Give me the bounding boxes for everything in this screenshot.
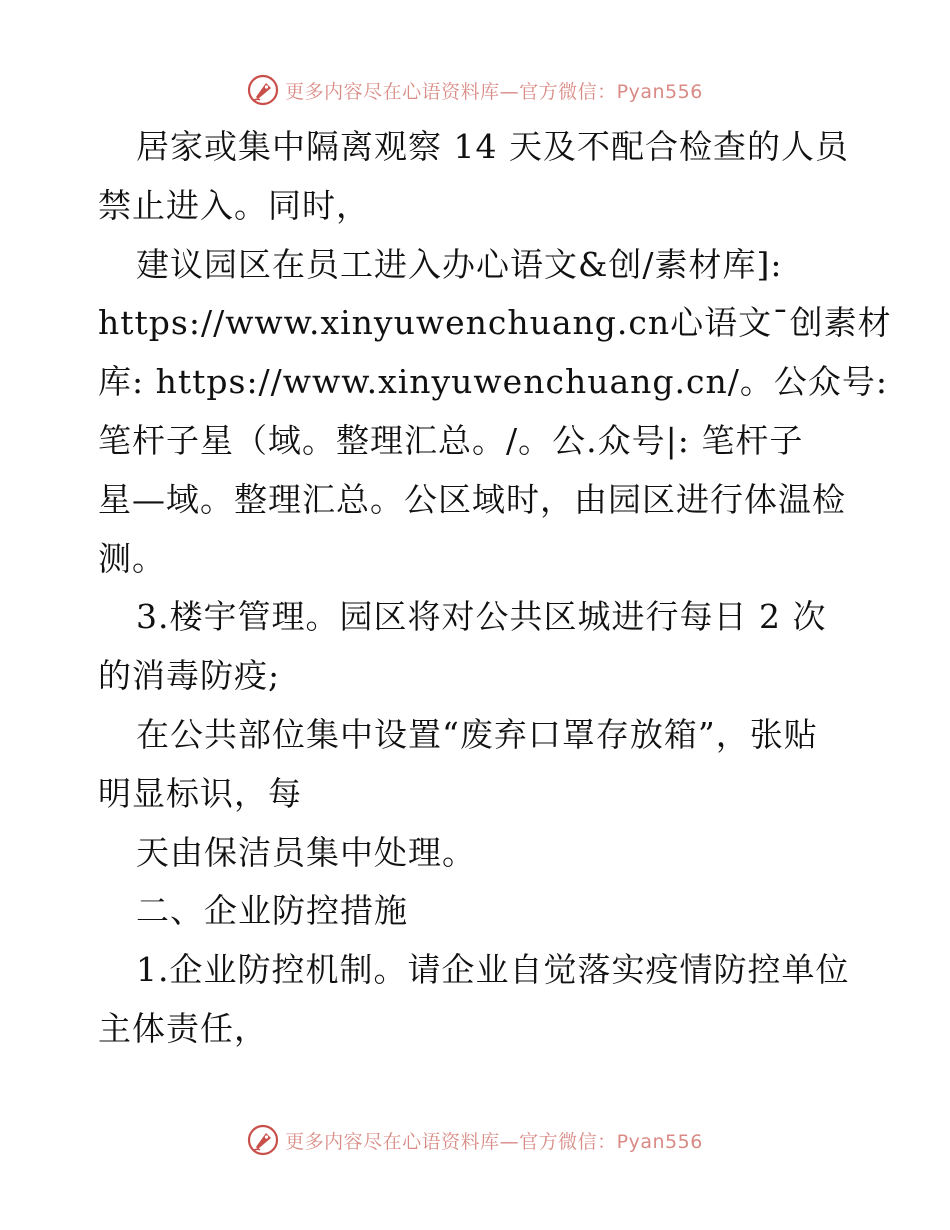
pen-nib-logo-icon — [247, 1124, 279, 1156]
body-line: 天由保洁员集中处理。 — [136, 832, 476, 872]
body-line: https://www.xinyuwenchuang.cn心语文¯创素材 — [98, 303, 892, 343]
body-line: 测。 — [98, 538, 166, 578]
body-line: 禁止进入。同时， — [98, 185, 370, 225]
body-line: 建议园区在员工进入办心语文&创/素材库]: — [136, 244, 783, 284]
footer-banner — [0, 1120, 950, 1160]
body-line: 居家或集中隔离观察 14 天及不配合检查的人员 — [136, 127, 849, 166]
body-line: 的消毒防疫; — [98, 656, 281, 696]
header-banner-text: 更多内容尽在心语资料库—官方微信：Pyan556 — [285, 80, 703, 103]
body-line: 3.楼宇管理。园区将对公共区城进行每日 2 次 — [136, 597, 827, 637]
footer-banner-text: 更多内容尽在心语资料库—官方微信：Pyan556 — [285, 1130, 703, 1153]
body-line: 星—域。整理汇总。公区域时，由园区进行体温检 — [98, 479, 846, 519]
body-line: 库: https://www.xinyuwenchuang.cn/。公众号: — [98, 362, 888, 402]
section-heading: 二、企业防控措施 — [136, 891, 408, 931]
body-line: 1.企业防控机制。请企业自觉落实疫情防控单位 — [136, 950, 850, 990]
body-line: 主体责任， — [98, 1008, 268, 1048]
pen-nib-logo-icon — [247, 74, 279, 106]
document-body — [98, 118, 892, 1059]
header-banner — [0, 70, 950, 110]
body-line: 在公共部位集中设置“废弃口罩存放箱”，张贴 — [136, 714, 818, 754]
body-line: 明显标识，每 — [98, 773, 302, 813]
body-line: 笔杆子星（域。整理汇总。/。公.众号|: 笔杆子 — [98, 420, 804, 460]
